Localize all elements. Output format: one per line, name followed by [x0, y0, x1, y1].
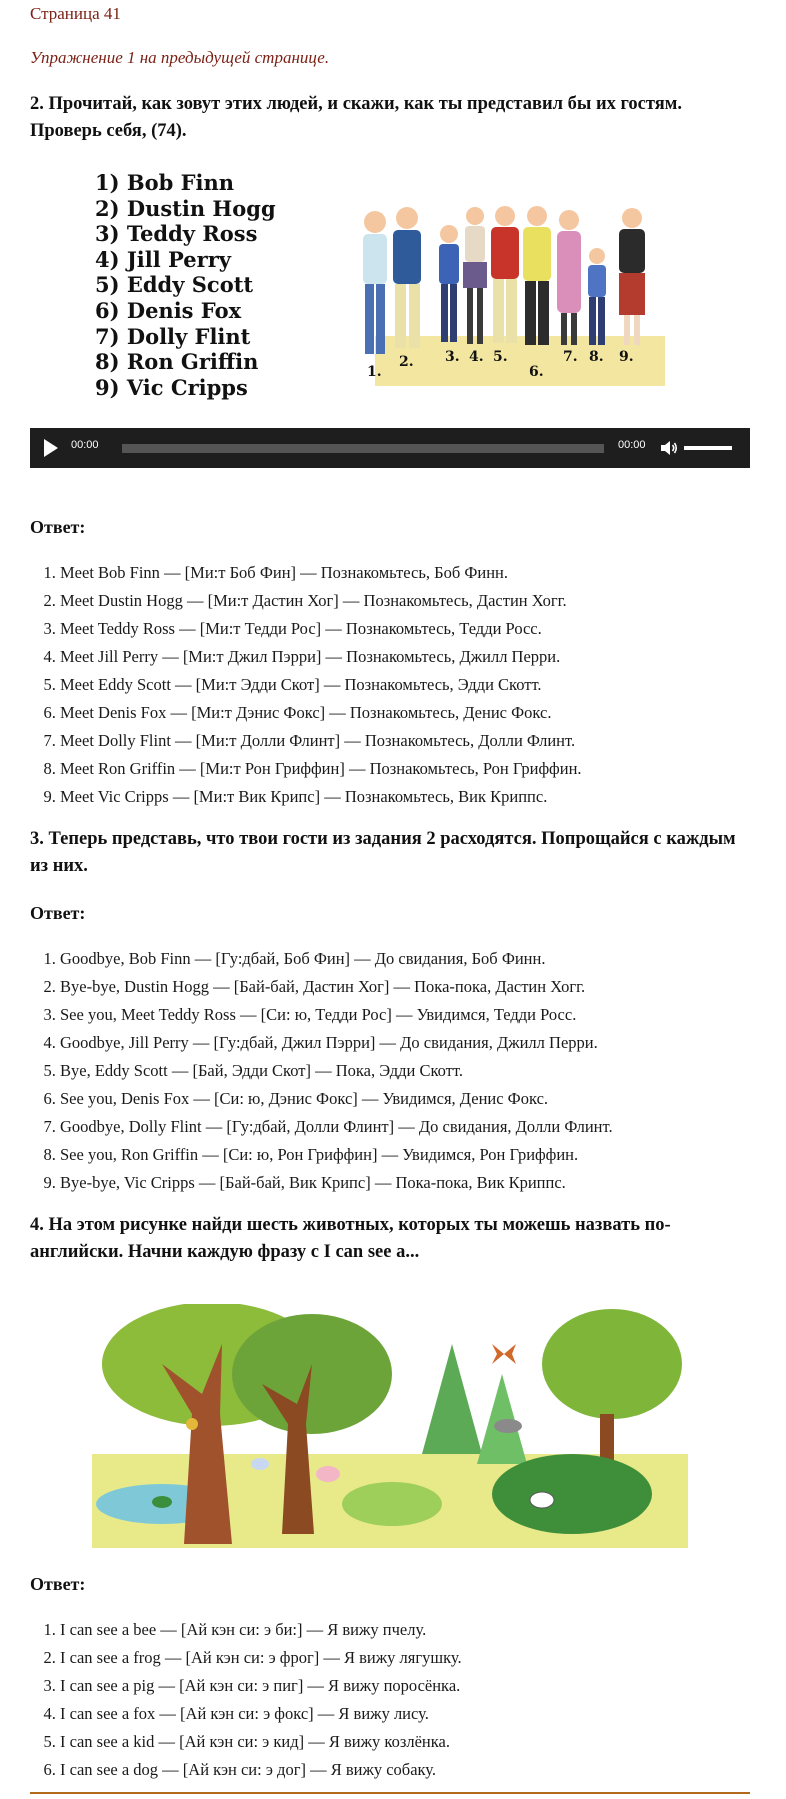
play-icon[interactable]: [44, 439, 58, 457]
names-list: [95, 170, 276, 400]
dog-icon: [251, 1458, 269, 1470]
figure-number: 1.: [367, 364, 382, 380]
task-3-title: 3. Теперь представь, что твои гости из задания 2 расходятся. Попрощайся с каждым из них.: [30, 829, 736, 876]
current-time: 00:00: [71, 439, 99, 451]
guests-illustration: [357, 196, 687, 406]
answer-item: 6. See you, Denis Fox — [Си: ю, Дэнис Фокс] — Увидимся, Денис Фокс.: [60, 1085, 780, 1113]
answer-item: 3. Meet Teddy Ross — [Ми:т Тедди Рос] — Познакомьтесь, Тедди Росс.: [60, 615, 780, 643]
audio-player: [30, 428, 750, 468]
seek-bar[interactable]: [122, 444, 604, 453]
duration-time: 00:00: [618, 439, 646, 451]
answer-item: 4. I can see a fox — [Ай кэн си: э фокс] — Я вижу лису.: [60, 1700, 780, 1728]
answer-item: 9. Meet Vic Cripps — [Ми:т Вик Крипс] — Познакомьтесь, Вик Криппс.: [60, 783, 780, 811]
guest-figure: [619, 208, 645, 345]
figure-number: 2.: [399, 354, 414, 370]
answer-item: 5. Meet Eddy Scott — [Ми:т Эдди Скот] — Познакомьтесь, Эдди Скотт.: [60, 671, 780, 699]
answer-item: 7. Meet Dolly Flint — [Ми:т Долли Флинт] — Познакомьтесь, Долли Флинт.: [60, 727, 780, 755]
frog-icon: [152, 1496, 172, 1508]
figure-number: 5.: [493, 349, 508, 365]
guest-figure: [439, 225, 459, 342]
guest-figure: [588, 248, 606, 345]
page-label: Страница 41: [30, 4, 121, 23]
task-2-title: 2. Прочитай, как зовут этих людей, и скажи, как ты представил бы их гостям. Проверь себя, (74).: [30, 94, 682, 141]
pig-icon: [316, 1466, 340, 1482]
section-divider: [30, 1792, 750, 1794]
task-4-answers: [30, 1616, 780, 1784]
answer-item: 9. Bye-bye, Vic Cripps — [Бай-бай, Вик Крипс] — Пока-пока, Вик Криппс.: [60, 1169, 780, 1197]
figure-number: 6.: [529, 364, 544, 380]
answer-item: 4. Goodbye, Jill Perry — [Гу:дбай, Джил Пэрри] — До свидания, Джилл Перри.: [60, 1029, 780, 1057]
guest-name: 5) Eddy Scott: [95, 272, 254, 298]
figure-number: 9.: [619, 349, 634, 365]
volume-icon[interactable]: [659, 438, 679, 458]
answer-item: 7. Goodbye, Dolly Flint — [Гу:дбай, Долли Флинт] — До свидания, Долли Флинт.: [60, 1113, 780, 1141]
guest-figure: [393, 207, 421, 348]
task-2-answer-label: Ответ:: [30, 517, 86, 537]
tree-crown: [542, 1309, 682, 1419]
bush: [492, 1454, 652, 1534]
guest-figure: [463, 207, 487, 344]
figure-number: 7.: [563, 349, 578, 365]
guest-name: 8) Ron Griffin: [95, 349, 259, 375]
guest-name: 9) Vic Cripps: [95, 374, 248, 400]
task-2-answers: [30, 559, 780, 811]
answer-item: 1. I can see a bee — [Ай кэн си: э би:] — Я вижу пчелу.: [60, 1616, 780, 1644]
figure-number: 4.: [469, 349, 484, 365]
previous-page-note: Упражнение 1 на предыдущей странице.: [30, 48, 330, 67]
answer-item: 1. Goodbye, Bob Finn — [Гу:дбай, Боб Фин] — До свидания, Боб Финн.: [60, 945, 780, 973]
forest-illustration: [92, 1304, 688, 1548]
answer-item: 6. Meet Denis Fox — [Ми:т Дэнис Фокс] — Познакомьтесь, Денис Фокс.: [60, 699, 780, 727]
kid-goat-icon: [530, 1492, 554, 1508]
bee-icon: [186, 1418, 198, 1430]
tree-crown: [232, 1314, 392, 1434]
task-3-answers: [30, 945, 780, 1197]
guest-name: 6) Denis Fox: [95, 297, 242, 323]
guest-name: 1) Bob Finn: [95, 170, 235, 195]
guest-figure: [523, 206, 551, 345]
answer-item: 5. I can see a kid — [Ай кэн си: э кид] — Я вижу козлёнка.: [60, 1728, 780, 1756]
answer-item: 3. I can see a pig — [Ай кэн си: э пиг] — Я вижу поросёнка.: [60, 1672, 780, 1700]
task-3-answer-label: Ответ:: [30, 903, 86, 923]
answer-item: 2. Bye-bye, Dustin Hogg — [Бай-бай, Дастин Хог] — Пока-пока, Дастин Хогг.: [60, 973, 780, 1001]
bush: [342, 1482, 442, 1526]
answer-item: 1. Meet Bob Finn — [Ми:т Боб Фин] — Познакомьтесь, Боб Финн.: [60, 559, 780, 587]
guest-name: 7) Dolly Flint: [95, 323, 251, 349]
names-illustration: [95, 166, 685, 404]
bird-icon: [494, 1419, 522, 1433]
task-4-answer-label: Ответ:: [30, 1574, 86, 1594]
answer-item: 8. Meet Ron Griffin — [Ми:т Рон Гриффин] — Познакомьтесь, Рон Гриффин.: [60, 755, 780, 783]
guest-figure: [363, 211, 387, 354]
answer-item: 4. Meet Jill Perry — [Ми:т Джил Пэрри] — Познакомьтесь, Джилл Перри.: [60, 643, 780, 671]
task-4-title: 4. На этом рисунке найди шесть животных, которых ты можешь назвать по-английски. Начни каждую фразу с I can see a...: [30, 1215, 671, 1262]
figure-number: 8.: [589, 349, 604, 365]
guest-figure: [557, 210, 581, 345]
guest-name: 2) Dustin Hogg: [95, 195, 276, 221]
figure-number: 3.: [445, 349, 460, 365]
answer-item: 5. Bye, Eddy Scott — [Бай, Эдди Скот] — Пока, Эдди Скотт.: [60, 1057, 780, 1085]
guest-name: 3) Teddy Ross: [95, 221, 258, 247]
answer-item: 2. I can see a frog — [Ай кэн си: э фрог] — Я вижу лягушку.: [60, 1644, 780, 1672]
volume-slider[interactable]: [684, 446, 732, 450]
answer-item: 8. See you, Ron Griffin — [Си: ю, Рон Гриффин] — Увидимся, Рон Гриффин.: [60, 1141, 780, 1169]
guest-name: 4) Jill Perry: [95, 246, 231, 272]
answer-item: 2. Meet Dustin Hogg — [Ми:т Дастин Хог] — Познакомьтесь, Дастин Хогг.: [60, 587, 780, 615]
answer-item: 3. See you, Meet Teddy Ross — [Си: ю, Тедди Рос] — Увидимся, Тедди Росс.: [60, 1001, 780, 1029]
answer-item: 6. I can see a dog — [Ай кэн си: э дог] — Я вижу собаку.: [60, 1756, 780, 1784]
guest-figure: [491, 206, 519, 343]
